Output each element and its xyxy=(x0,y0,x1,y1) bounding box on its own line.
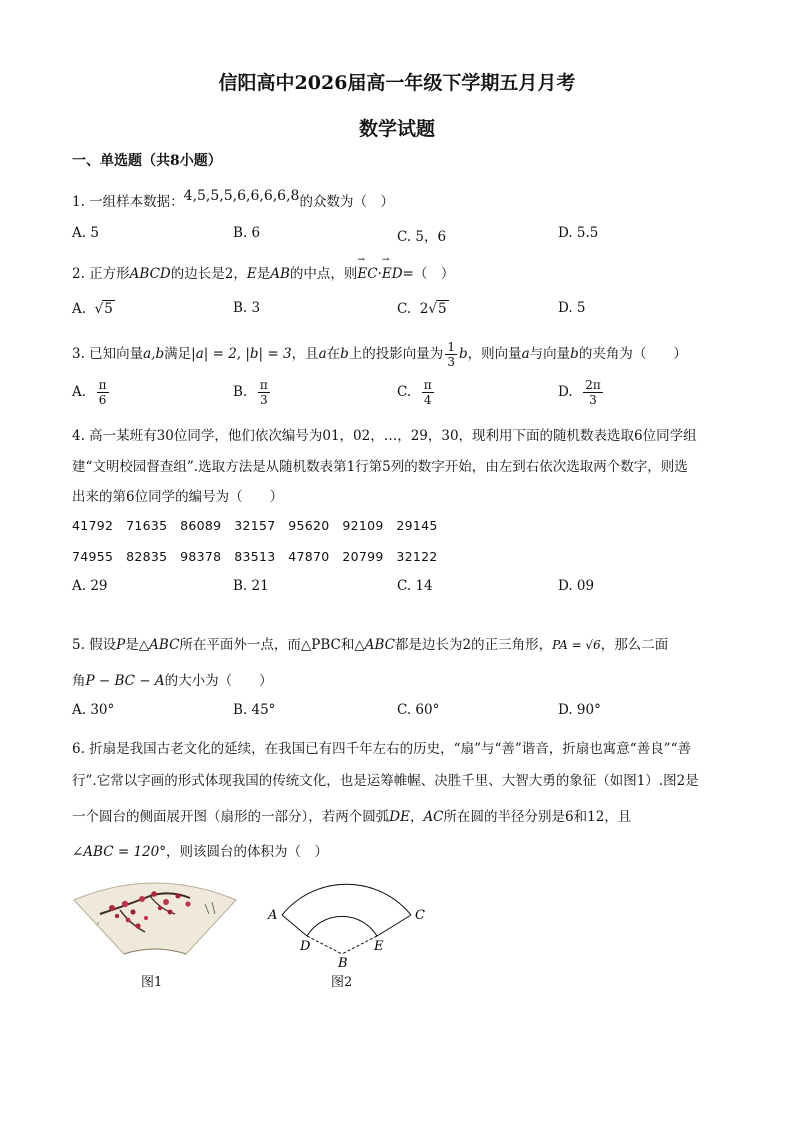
q2-option-c-coef: 2 xyxy=(419,301,429,317)
q4-random-row-1: 41792 71635 86089 32157 95620 92109 29145 xyxy=(72,518,438,533)
q1-stem-pre: 1. 一组样本数据： xyxy=(72,194,184,210)
dashed-segment-eb xyxy=(342,936,377,954)
q1-stem-post: 的众数为（ ） xyxy=(299,194,394,210)
q3-b2: b xyxy=(458,346,468,362)
question-5-line-1 xyxy=(72,633,668,653)
outer-arc-ac xyxy=(282,884,411,915)
q6-line-1: 6. 折扇是我国古老文化的延续，在我国已有四千年左右的历史，“扇”与“善”谐音，折扇也寓意“善良”“善 xyxy=(72,741,691,757)
q5-option-a: A. 30° xyxy=(72,702,115,718)
q1-option-b: B. 6 xyxy=(233,225,261,241)
point-a-label: A xyxy=(268,908,278,923)
q3-fraction xyxy=(445,340,457,369)
q3-vectors-ab: a,b xyxy=(143,346,165,362)
q2-option-d: D. 5 xyxy=(558,300,586,316)
q3-c-den: 4 xyxy=(422,392,434,407)
question-2-stem xyxy=(72,262,454,282)
q4-line-3: 出来的第6位同学的编号为（ ） xyxy=(72,489,284,505)
q5-option-b: B. 45° xyxy=(233,702,276,718)
q3-option-c-label: C. xyxy=(397,384,412,400)
q2-stem-b: 的边长是2， xyxy=(170,266,247,282)
q5-pa-length: PA = √6 xyxy=(552,638,601,652)
section-heading: 一、单选题（共8小题） xyxy=(72,153,222,169)
q6-angle-abc: ∠ABC = 120° xyxy=(72,844,166,860)
q2-stem-e: =（ ） xyxy=(402,266,455,282)
q3-b: b xyxy=(340,346,349,362)
q3-option-c xyxy=(397,378,436,407)
q2-option-a-value: 5 xyxy=(104,301,113,317)
q5-dihedral-angle: P − BC − A xyxy=(85,673,165,689)
q6-text-d: ，则该圆台的体积为（ ） xyxy=(165,844,328,860)
point-b-label: B xyxy=(338,956,348,970)
q1-option-a: A. 5 xyxy=(72,225,99,241)
q5-text-e: 都是边长为2的正三角形， xyxy=(395,637,553,653)
q5-option-d: D. 90° xyxy=(558,702,601,718)
q3-a-den: 6 xyxy=(97,392,109,407)
q6-line-2: 行”.它常以字画的形式体现我国的传统文化，也是运筹帷幄、决胜千里、大智大勇的象征（如图1）.图2是 xyxy=(72,773,699,789)
q1-data: 4,5,5,5,6,6,6,6,8 xyxy=(183,188,300,204)
q3-option-d xyxy=(558,378,605,407)
q3-option-c-frac xyxy=(422,378,434,407)
point-e-label: E xyxy=(374,939,384,954)
q3-d-num: 2π xyxy=(585,378,601,392)
q4-option-c: C. 14 xyxy=(397,578,433,594)
q3-stem-a: 3. 已知向量 xyxy=(72,346,144,362)
q3-c-num: π xyxy=(423,378,432,392)
q6-line-4 xyxy=(72,840,328,860)
q2-vector-ec: → EC xyxy=(357,266,377,282)
q3-condition: |a| = 2, |b| = 3 xyxy=(191,346,292,362)
exam-subtitle: 数学试题 xyxy=(358,118,435,140)
q5-p: P xyxy=(116,637,126,653)
q6-text-a: 一个圆台的侧面展开图（扇形的一部分），若两个圆弧 xyxy=(72,809,390,825)
q3-d-den: 3 xyxy=(583,392,603,407)
q5-triangle-abc: △ABC xyxy=(138,637,180,653)
q2-stem-a: 2. 正方形 xyxy=(72,266,130,282)
q2-abcd: ABCD xyxy=(129,266,171,282)
q2-ab: AB xyxy=(270,266,290,282)
q3-option-b-frac xyxy=(258,378,270,407)
q1-option-c: C. 5，6 xyxy=(397,229,447,245)
q3-stem-g: 与向量 xyxy=(529,346,571,362)
dashed-segment-db xyxy=(307,936,342,954)
question-5-line-2 xyxy=(72,669,273,689)
q6-line-3 xyxy=(72,805,631,825)
q3-option-b-label: B. xyxy=(233,384,248,400)
q3-b-den: 3 xyxy=(258,392,270,407)
q5-text-g: 角 xyxy=(72,673,86,689)
q3-option-b xyxy=(233,378,272,407)
q3-stem-d: 在 xyxy=(326,346,341,362)
q3-a-num: π xyxy=(98,378,107,392)
q6-arc-de: DE xyxy=(389,809,410,825)
q5-text-f: ，那么二面 xyxy=(600,637,669,653)
q4-random-row-2: 74955 82835 98378 83513 47870 20799 32122 xyxy=(72,549,438,564)
q3-b3: b xyxy=(570,346,579,362)
q5-text-b: 是 xyxy=(125,637,139,653)
q2-option-a: A. √5 xyxy=(72,301,113,317)
q2-vector-ed: → ED xyxy=(382,266,403,282)
q4-option-d: D. 09 xyxy=(558,578,595,594)
q2-dot: · xyxy=(377,266,382,282)
q1-option-d: D. 5.5 xyxy=(558,225,599,241)
q2-e: E xyxy=(246,266,257,282)
q2-stem-d: 的中点，则 xyxy=(289,266,358,282)
figure-1-label: 图1 xyxy=(141,975,163,990)
question-3-stem xyxy=(72,340,687,369)
q4-line-1: 4. 高一某班有30位同学，他们依次编号为01，02，…，29，30，现利用下面的随机数表选取6位同学组 xyxy=(72,428,697,444)
segment-ce xyxy=(377,915,411,936)
q4-line-2: 建“文明校园督查组”.选取方法是从随机数表第1行第5列的数字开始，由左到右依次选取两个数字，则选 xyxy=(72,459,688,475)
q3-a2: a xyxy=(521,346,530,362)
q2-stem-c: 是 xyxy=(256,266,271,282)
q3-option-d-label: D. xyxy=(558,384,573,400)
inner-arc-de xyxy=(307,916,377,936)
q3-option-a-frac xyxy=(97,378,109,407)
segment-ad xyxy=(282,915,307,936)
point-c-label: C xyxy=(415,908,425,923)
q3-stem-f: ，则向量 xyxy=(467,346,522,362)
q6-text-c: 所在圆的半径分别是6和12，且 xyxy=(443,809,632,825)
q4-option-a: A. 29 xyxy=(72,578,108,594)
q4-option-b: B. 21 xyxy=(233,578,269,594)
q2-option-c: C. 2√5 xyxy=(397,301,447,317)
q2-option-c-value: 5 xyxy=(437,301,447,317)
q5-triangle-abc-2: △ABC xyxy=(354,637,396,653)
q3-stem-h: 的夹角为（ ） xyxy=(578,346,687,362)
exam-title: 信阳高中2026届高一年级下学期五月月考 xyxy=(218,72,576,94)
q2-option-a-label: A. xyxy=(72,301,87,317)
q3-fraction-den: 3 xyxy=(447,355,455,369)
q6-text-b: ， xyxy=(409,809,424,825)
q6-arc-ac: AC xyxy=(423,809,444,825)
q5-text-c: 所在平面外一点，而 xyxy=(179,637,301,653)
q2-option-c-label: C. xyxy=(397,301,412,317)
point-d-label: D xyxy=(300,939,311,954)
q5-text-a: 5. 假设 xyxy=(72,637,117,653)
folding-fan-figure xyxy=(70,874,240,966)
q3-option-a-label: A. xyxy=(72,384,87,400)
q5-triangle-pbc: △PBC xyxy=(300,637,341,653)
q3-stem-c: ，且 xyxy=(291,346,319,362)
q3-option-a xyxy=(72,378,111,407)
question-1-stem xyxy=(72,190,394,210)
q5-text-h: 的大小为（ ） xyxy=(164,673,273,689)
q3-option-d-frac xyxy=(583,378,603,407)
figure-2-label: 图2 xyxy=(331,975,353,990)
q3-fraction-num: 1 xyxy=(447,340,455,354)
q2-option-b: B. 3 xyxy=(233,300,261,316)
q3-b-num: π xyxy=(259,378,268,392)
frustum-lateral-development-figure xyxy=(262,866,434,970)
q5-text-d: 和 xyxy=(340,637,355,653)
q3-a: a xyxy=(318,346,327,362)
q5-option-c: C. 60° xyxy=(397,702,440,718)
q3-stem-e: 上的投影向量为 xyxy=(348,346,444,362)
q3-stem-b: 满足 xyxy=(164,346,192,362)
